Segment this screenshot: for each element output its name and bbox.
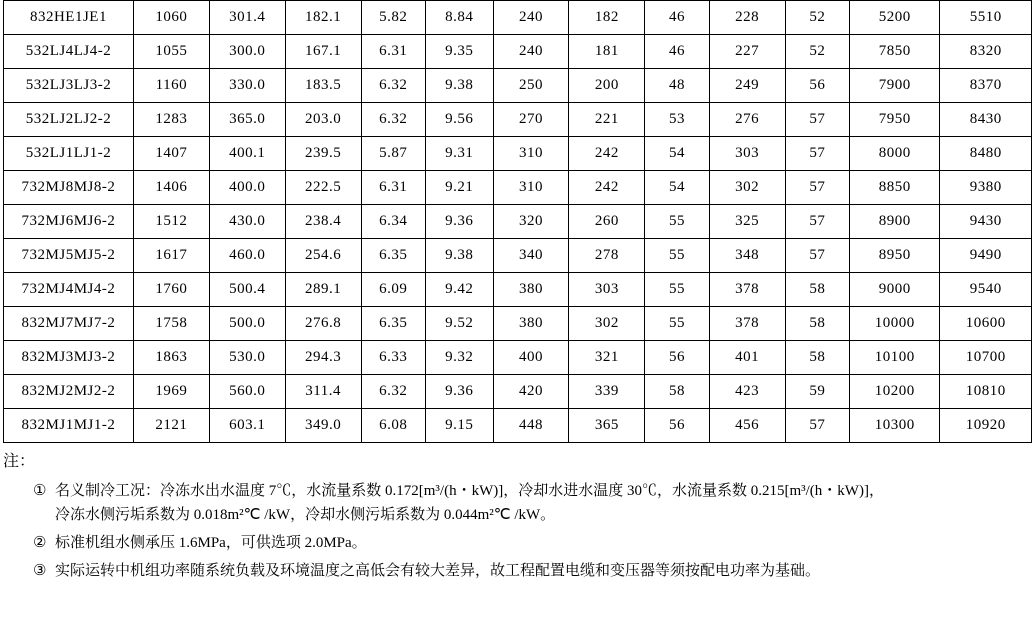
- cell-value: 59: [785, 375, 849, 409]
- cell-value: 9.38: [425, 239, 493, 273]
- cell-value: 456: [709, 409, 785, 443]
- cell-value: 1969: [133, 375, 209, 409]
- cell-value: 400: [493, 341, 569, 375]
- cell-value: 221: [569, 103, 645, 137]
- note-number: ②: [33, 535, 47, 551]
- cell-value: 294.3: [285, 341, 361, 375]
- cell-value: 1160: [133, 69, 209, 103]
- cell-value: 8.84: [425, 1, 493, 35]
- cell-value: 2121: [133, 409, 209, 443]
- cell-model: 732MJ6MJ6-2: [4, 205, 134, 239]
- cell-value: 9.36: [425, 375, 493, 409]
- cell-value: 242: [569, 137, 645, 171]
- table-row: [4, 307, 1032, 341]
- cell-value: 10700: [940, 341, 1032, 375]
- cell-value: 9430: [940, 205, 1032, 239]
- cell-value: 448: [493, 409, 569, 443]
- cell-value: 303: [709, 137, 785, 171]
- note-line: 标准机组水侧承压 1.6MPa，可供选项 2.0MPa。: [55, 535, 367, 551]
- cell-value: 9.31: [425, 137, 493, 171]
- cell-value: 6.35: [361, 307, 425, 341]
- cell-value: 1758: [133, 307, 209, 341]
- cell-value: 365: [569, 409, 645, 443]
- notes-section: [3, 449, 1035, 583]
- cell-value: 6.08: [361, 409, 425, 443]
- cell-value: 310: [493, 137, 569, 171]
- cell-value: 6.34: [361, 205, 425, 239]
- note-text: [55, 479, 1035, 527]
- cell-model: 832MJ1MJ1-2: [4, 409, 134, 443]
- cell-value: 9.35: [425, 35, 493, 69]
- cell-value: 603.1: [209, 409, 285, 443]
- cell-value: 52: [785, 35, 849, 69]
- table-row: [4, 239, 1032, 273]
- cell-value: 1283: [133, 103, 209, 137]
- cell-value: 222.5: [285, 171, 361, 205]
- cell-value: 423: [709, 375, 785, 409]
- cell-value: 380: [493, 273, 569, 307]
- cell-value: 57: [785, 409, 849, 443]
- cell-value: 302: [709, 171, 785, 205]
- cell-value: 10920: [940, 409, 1032, 443]
- cell-value: 240: [493, 35, 569, 69]
- cell-value: 9.42: [425, 273, 493, 307]
- note-item: [33, 531, 1035, 555]
- cell-value: 8850: [850, 171, 940, 205]
- cell-value: 311.4: [285, 375, 361, 409]
- cell-value: 1863: [133, 341, 209, 375]
- cell-value: 320: [493, 205, 569, 239]
- cell-model: 732MJ5MJ5-2: [4, 239, 134, 273]
- cell-value: 238.4: [285, 205, 361, 239]
- cell-value: 6.35: [361, 239, 425, 273]
- cell-model: 532LJ4LJ4-2: [4, 35, 134, 69]
- cell-value: 10600: [940, 307, 1032, 341]
- cell-value: 57: [785, 137, 849, 171]
- cell-value: 9.32: [425, 341, 493, 375]
- cell-value: 289.1: [285, 273, 361, 307]
- cell-value: 52: [785, 1, 849, 35]
- cell-value: 9.21: [425, 171, 493, 205]
- cell-value: 9.52: [425, 307, 493, 341]
- cell-value: 6.32: [361, 69, 425, 103]
- cell-value: 54: [645, 137, 709, 171]
- cell-value: 1406: [133, 171, 209, 205]
- cell-value: 48: [645, 69, 709, 103]
- note-line: 名义制冷工况：冷冻水出水温度 7℃，水流量系数 0.172[m³/(h・kW)]，冷却水进水温度 30℃，水流量系数 0.215[m³/(h・kW)]，: [55, 483, 884, 499]
- cell-value: 46: [645, 1, 709, 35]
- cell-value: 56: [645, 341, 709, 375]
- cell-value: 10000: [850, 307, 940, 341]
- cell-value: 55: [645, 205, 709, 239]
- cell-model: 532LJ2LJ2-2: [4, 103, 134, 137]
- cell-value: 460.0: [209, 239, 285, 273]
- cell-value: 9540: [940, 273, 1032, 307]
- cell-value: 200: [569, 69, 645, 103]
- notes-list: [3, 479, 1035, 583]
- cell-value: 242: [569, 171, 645, 205]
- cell-value: 400.0: [209, 171, 285, 205]
- cell-value: 270: [493, 103, 569, 137]
- cell-value: 239.5: [285, 137, 361, 171]
- cell-value: 9490: [940, 239, 1032, 273]
- note-number: ③: [33, 563, 47, 579]
- cell-model: 832MJ7MJ7-2: [4, 307, 134, 341]
- table-row: [4, 103, 1032, 137]
- cell-value: 58: [785, 307, 849, 341]
- cell-value: 8430: [940, 103, 1032, 137]
- cell-value: 181: [569, 35, 645, 69]
- cell-value: 1760: [133, 273, 209, 307]
- note-number: ①: [33, 483, 47, 499]
- cell-value: 55: [645, 273, 709, 307]
- cell-model: 732MJ8MJ8-2: [4, 171, 134, 205]
- cell-value: 420: [493, 375, 569, 409]
- cell-value: 8480: [940, 137, 1032, 171]
- cell-value: 54: [645, 171, 709, 205]
- cell-value: 182: [569, 1, 645, 35]
- cell-value: 5510: [940, 1, 1032, 35]
- cell-value: 254.6: [285, 239, 361, 273]
- cell-value: 1407: [133, 137, 209, 171]
- cell-value: 348: [709, 239, 785, 273]
- cell-value: 8370: [940, 69, 1032, 103]
- cell-value: 276.8: [285, 307, 361, 341]
- note-text: [55, 531, 1035, 555]
- cell-value: 400.1: [209, 137, 285, 171]
- cell-value: 58: [645, 375, 709, 409]
- cell-value: 7900: [850, 69, 940, 103]
- cell-value: 278: [569, 239, 645, 273]
- cell-value: 5.87: [361, 137, 425, 171]
- table-row: [4, 1, 1032, 35]
- cell-value: 10300: [850, 409, 940, 443]
- cell-value: 530.0: [209, 341, 285, 375]
- cell-value: 57: [785, 103, 849, 137]
- table-row: [4, 409, 1032, 443]
- cell-value: 325: [709, 205, 785, 239]
- table-row: [4, 137, 1032, 171]
- cell-value: 276: [709, 103, 785, 137]
- cell-value: 58: [785, 273, 849, 307]
- cell-value: 182.1: [285, 1, 361, 35]
- cell-value: 301.4: [209, 1, 285, 35]
- table-row: [4, 273, 1032, 307]
- cell-value: 5200: [850, 1, 940, 35]
- cell-value: 56: [785, 69, 849, 103]
- cell-model: 832MJ2MJ2-2: [4, 375, 134, 409]
- cell-value: 330.0: [209, 69, 285, 103]
- cell-value: 8320: [940, 35, 1032, 69]
- cell-value: 249: [709, 69, 785, 103]
- cell-value: 56: [645, 409, 709, 443]
- cell-value: 401: [709, 341, 785, 375]
- table-row: [4, 341, 1032, 375]
- cell-value: 6.31: [361, 35, 425, 69]
- cell-value: 57: [785, 171, 849, 205]
- cell-value: 240: [493, 1, 569, 35]
- cell-value: 203.0: [285, 103, 361, 137]
- cell-value: 302: [569, 307, 645, 341]
- cell-value: 58: [785, 341, 849, 375]
- cell-model: 532LJ3LJ3-2: [4, 69, 134, 103]
- note-item: [33, 479, 1035, 527]
- cell-value: 6.31: [361, 171, 425, 205]
- table-row: [4, 205, 1032, 239]
- cell-value: 8000: [850, 137, 940, 171]
- notes-title: 注：: [3, 453, 36, 470]
- cell-value: 310: [493, 171, 569, 205]
- cell-value: 57: [785, 205, 849, 239]
- cell-value: 5.82: [361, 1, 425, 35]
- note-line: 冷冻水侧污垢系数为 0.018m²℃ /kW，冷却水侧污垢系数为 0.044m²℃ /kW。: [55, 507, 556, 523]
- cell-value: 365.0: [209, 103, 285, 137]
- cell-value: 7950: [850, 103, 940, 137]
- cell-value: 6.09: [361, 273, 425, 307]
- cell-value: 1060: [133, 1, 209, 35]
- cell-value: 339: [569, 375, 645, 409]
- cell-value: 9380: [940, 171, 1032, 205]
- table-row: [4, 375, 1032, 409]
- cell-value: 9.38: [425, 69, 493, 103]
- cell-value: 1055: [133, 35, 209, 69]
- cell-value: 560.0: [209, 375, 285, 409]
- cell-value: 6.33: [361, 341, 425, 375]
- specification-table: [3, 0, 1032, 443]
- cell-value: 321: [569, 341, 645, 375]
- table-row: [4, 69, 1032, 103]
- cell-value: 9.15: [425, 409, 493, 443]
- table-row: [4, 35, 1032, 69]
- cell-value: 10810: [940, 375, 1032, 409]
- cell-value: 53: [645, 103, 709, 137]
- cell-value: 378: [709, 273, 785, 307]
- cell-value: 9.36: [425, 205, 493, 239]
- cell-value: 46: [645, 35, 709, 69]
- cell-value: 6.32: [361, 103, 425, 137]
- cell-value: 303: [569, 273, 645, 307]
- cell-value: 9000: [850, 273, 940, 307]
- cell-value: 228: [709, 1, 785, 35]
- cell-value: 55: [645, 307, 709, 341]
- note-text: [55, 559, 1035, 583]
- cell-value: 349.0: [285, 409, 361, 443]
- cell-value: 340: [493, 239, 569, 273]
- cell-value: 167.1: [285, 35, 361, 69]
- cell-value: 183.5: [285, 69, 361, 103]
- note-line: 实际运转中机组功率随系统负载及环境温度之高低会有较大差异，故工程配置电缆和变压器等须按配电功率为基础。: [55, 563, 821, 579]
- cell-value: 1512: [133, 205, 209, 239]
- cell-value: 500.0: [209, 307, 285, 341]
- table-body: [4, 1, 1032, 443]
- cell-value: 300.0: [209, 35, 285, 69]
- cell-model: 532LJ1LJ1-2: [4, 137, 134, 171]
- cell-value: 260: [569, 205, 645, 239]
- table-row: [4, 171, 1032, 205]
- cell-value: 250: [493, 69, 569, 103]
- cell-value: 1617: [133, 239, 209, 273]
- cell-value: 378: [709, 307, 785, 341]
- cell-value: 9.56: [425, 103, 493, 137]
- cell-value: 55: [645, 239, 709, 273]
- cell-value: 500.4: [209, 273, 285, 307]
- cell-model: 732MJ4MJ4-2: [4, 273, 134, 307]
- cell-value: 10200: [850, 375, 940, 409]
- cell-value: 227: [709, 35, 785, 69]
- cell-value: 6.32: [361, 375, 425, 409]
- note-item: [33, 559, 1035, 583]
- cell-value: 7850: [850, 35, 940, 69]
- cell-value: 8950: [850, 239, 940, 273]
- cell-model: 832HE1JE1: [4, 1, 134, 35]
- cell-value: 380: [493, 307, 569, 341]
- cell-value: 8900: [850, 205, 940, 239]
- cell-model: 832MJ3MJ3-2: [4, 341, 134, 375]
- cell-value: 57: [785, 239, 849, 273]
- cell-value: 430.0: [209, 205, 285, 239]
- cell-value: 10100: [850, 341, 940, 375]
